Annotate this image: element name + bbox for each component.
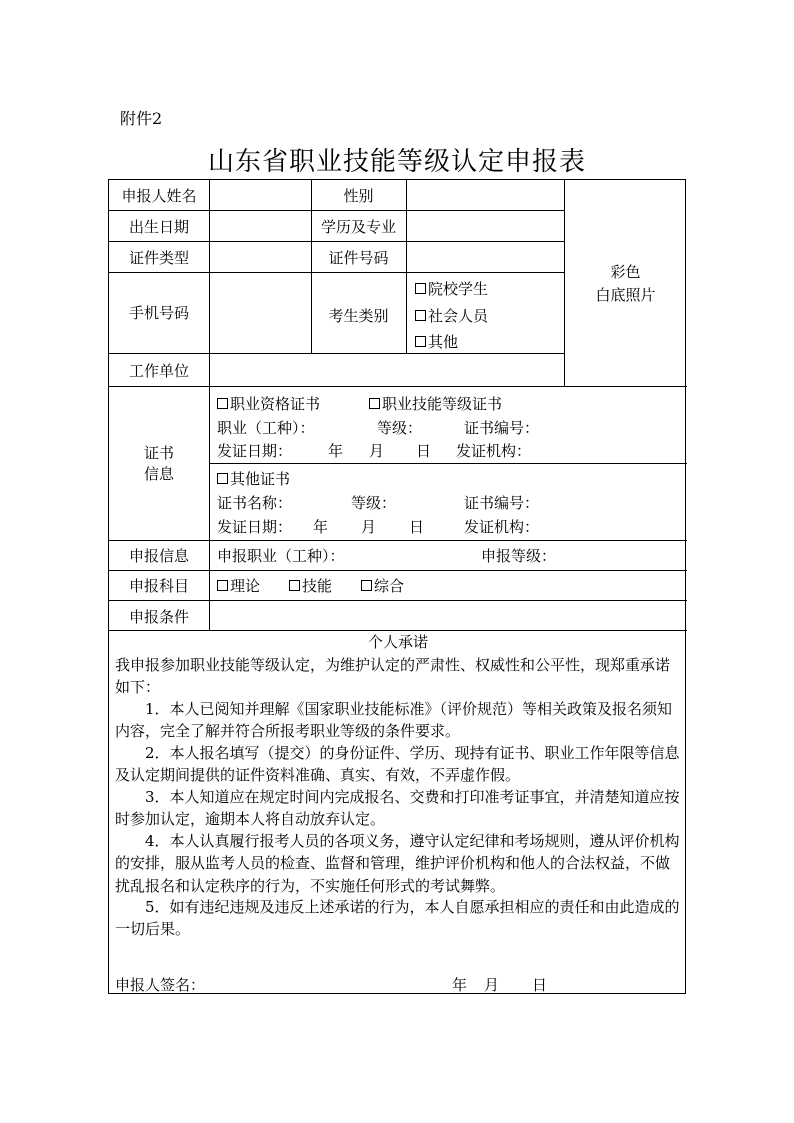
cert2-number-label: 证书编号： — [464, 494, 540, 512]
checkbox-icon — [217, 398, 228, 409]
application-form — [108, 179, 686, 994]
pledge-item-1: 1．本人已阅知并理解《国家职业技能标准》（评价规范）等相关政策及报名须知内容，完全了解并符合所报考职业等级的条件要求。 — [115, 700, 673, 741]
cert1-number-label: 证书编号： — [464, 419, 540, 437]
cert2-year-label: 年 — [313, 518, 329, 536]
cert1-month-label: 月 — [369, 442, 385, 460]
phone-label: 手机号码 — [128, 304, 189, 322]
grid-line — [109, 630, 687, 631]
pledge-item-4: 4．本人认真履行报考人员的各项义务，遵守认定纪律和考场规则，遵从评价机构的安排，服从监考人员的检查、监督和管理，维护评价机构和他人的合法权益，不做扰乱报名和认定秩序的行为，不实施任何形式的考试舞弊。 — [115, 832, 680, 895]
checkbox-icon — [217, 580, 228, 591]
checkbox-icon — [289, 580, 300, 591]
cert2-day-label: 日 — [409, 518, 425, 536]
category-option-social[interactable]: 社会人员 — [415, 307, 488, 325]
signature-month-label: 月 — [484, 976, 500, 994]
checkbox-icon — [415, 336, 426, 347]
cert2-level-label: 等级： — [351, 494, 397, 512]
apply-subject-label: 申报科目 — [128, 577, 189, 595]
cert1-issue-date-label: 发证日期： — [217, 442, 293, 460]
pledge-heading: 个人承诺 — [367, 633, 428, 651]
grid-line — [109, 241, 564, 242]
checkbox-icon — [217, 473, 228, 484]
grid-line — [564, 180, 565, 386]
pledge-item-3: 3．本人知道应在规定时间内完成报名、交费和打印准考证事宜，并清楚知道应按时参加认定，逾期本人将自动放弃认定。 — [115, 788, 680, 829]
grid-line — [109, 386, 687, 387]
id-number-label: 证件号码 — [328, 249, 389, 267]
employer-label: 工作单位 — [128, 362, 189, 380]
cert-info-label-line2: 信息 — [143, 465, 174, 483]
apply-occupation-label: 申报职业（工种）： — [217, 547, 345, 565]
apply-level-label: 申报等级： — [481, 547, 557, 565]
cert-info-label-line1: 证书 — [143, 444, 174, 462]
signature-label: 申报人签名： — [115, 976, 206, 994]
cert2-month-label: 月 — [361, 518, 377, 536]
name-label: 申报人姓名 — [121, 187, 197, 205]
pledge-item-5: 5．如有违纪违规及违反上述承诺的行为，本人自愿承担相应的责任和由此造成的一切后果。 — [115, 898, 680, 939]
photo-placeholder-line1: 彩色 — [610, 263, 641, 281]
signature-day-label: 日 — [532, 976, 548, 994]
grid-line — [109, 600, 687, 601]
cert1-day-label: 日 — [416, 442, 432, 460]
cert1-level-label: 等级： — [377, 419, 423, 437]
category-option-student[interactable]: 院校学生 — [415, 280, 488, 298]
cert2-issuer-label: 发证机构： — [464, 518, 540, 536]
cert2-name-label: 证书名称： — [217, 494, 293, 512]
cert-option-skill-level[interactable]: 职业技能等级证书 — [369, 395, 502, 413]
apply-condition-label: 申报条件 — [128, 608, 189, 626]
grid-line — [109, 570, 687, 571]
subject-option-skill[interactable]: 技能 — [289, 577, 332, 595]
grid-line — [109, 272, 564, 273]
apply-info-label: 申报信息 — [128, 547, 189, 565]
education-label: 学历及专业 — [320, 218, 396, 236]
gender-label: 性别 — [343, 187, 374, 205]
id-type-label: 证件类型 — [128, 249, 189, 267]
category-option-other[interactable]: 其他 — [415, 333, 458, 351]
grid-line — [406, 180, 407, 353]
cert1-issuer-label: 发证机构： — [456, 442, 532, 460]
cert-option-qualification[interactable]: 职业资格证书 — [217, 395, 320, 413]
category-label: 考生类别 — [328, 307, 389, 325]
cert1-occupation-label: 职业（工种）： — [217, 419, 315, 437]
cert2-issue-date-label: 发证日期： — [217, 518, 293, 536]
checkbox-icon — [361, 580, 372, 591]
birth-label: 出生日期 — [128, 218, 189, 236]
checkbox-icon — [369, 398, 380, 409]
cert-option-other[interactable]: 其他证书 — [217, 470, 290, 488]
checkbox-icon — [415, 310, 426, 321]
page-title: 山东省职业技能等级认定申报表 — [207, 147, 586, 177]
pledge-item-2: 2．本人报名填写（提交）的身份证件、学历、现持有证书、职业工作年限等信息及认定期间提供的证件资料准确、真实、有效，不弄虚作假。 — [115, 744, 680, 785]
grid-line — [209, 180, 210, 630]
grid-line — [109, 540, 687, 541]
subject-option-theory[interactable]: 理论 — [217, 577, 260, 595]
subject-option-combined[interactable]: 综合 — [361, 577, 404, 595]
pledge-intro: 我申报参加职业技能等级认定，为维护认定的严肃性、权威性和公平性，现郑重承诺如下： — [115, 656, 671, 697]
photo-placeholder-line2: 白底照片 — [595, 286, 656, 304]
grid-line — [209, 463, 687, 464]
signature-year-label: 年 — [452, 976, 468, 994]
grid-line — [109, 353, 564, 354]
checkbox-icon — [415, 283, 426, 294]
cert1-year-label: 年 — [328, 442, 344, 460]
attachment-label: 附件2 — [120, 109, 163, 128]
grid-line — [109, 210, 564, 211]
